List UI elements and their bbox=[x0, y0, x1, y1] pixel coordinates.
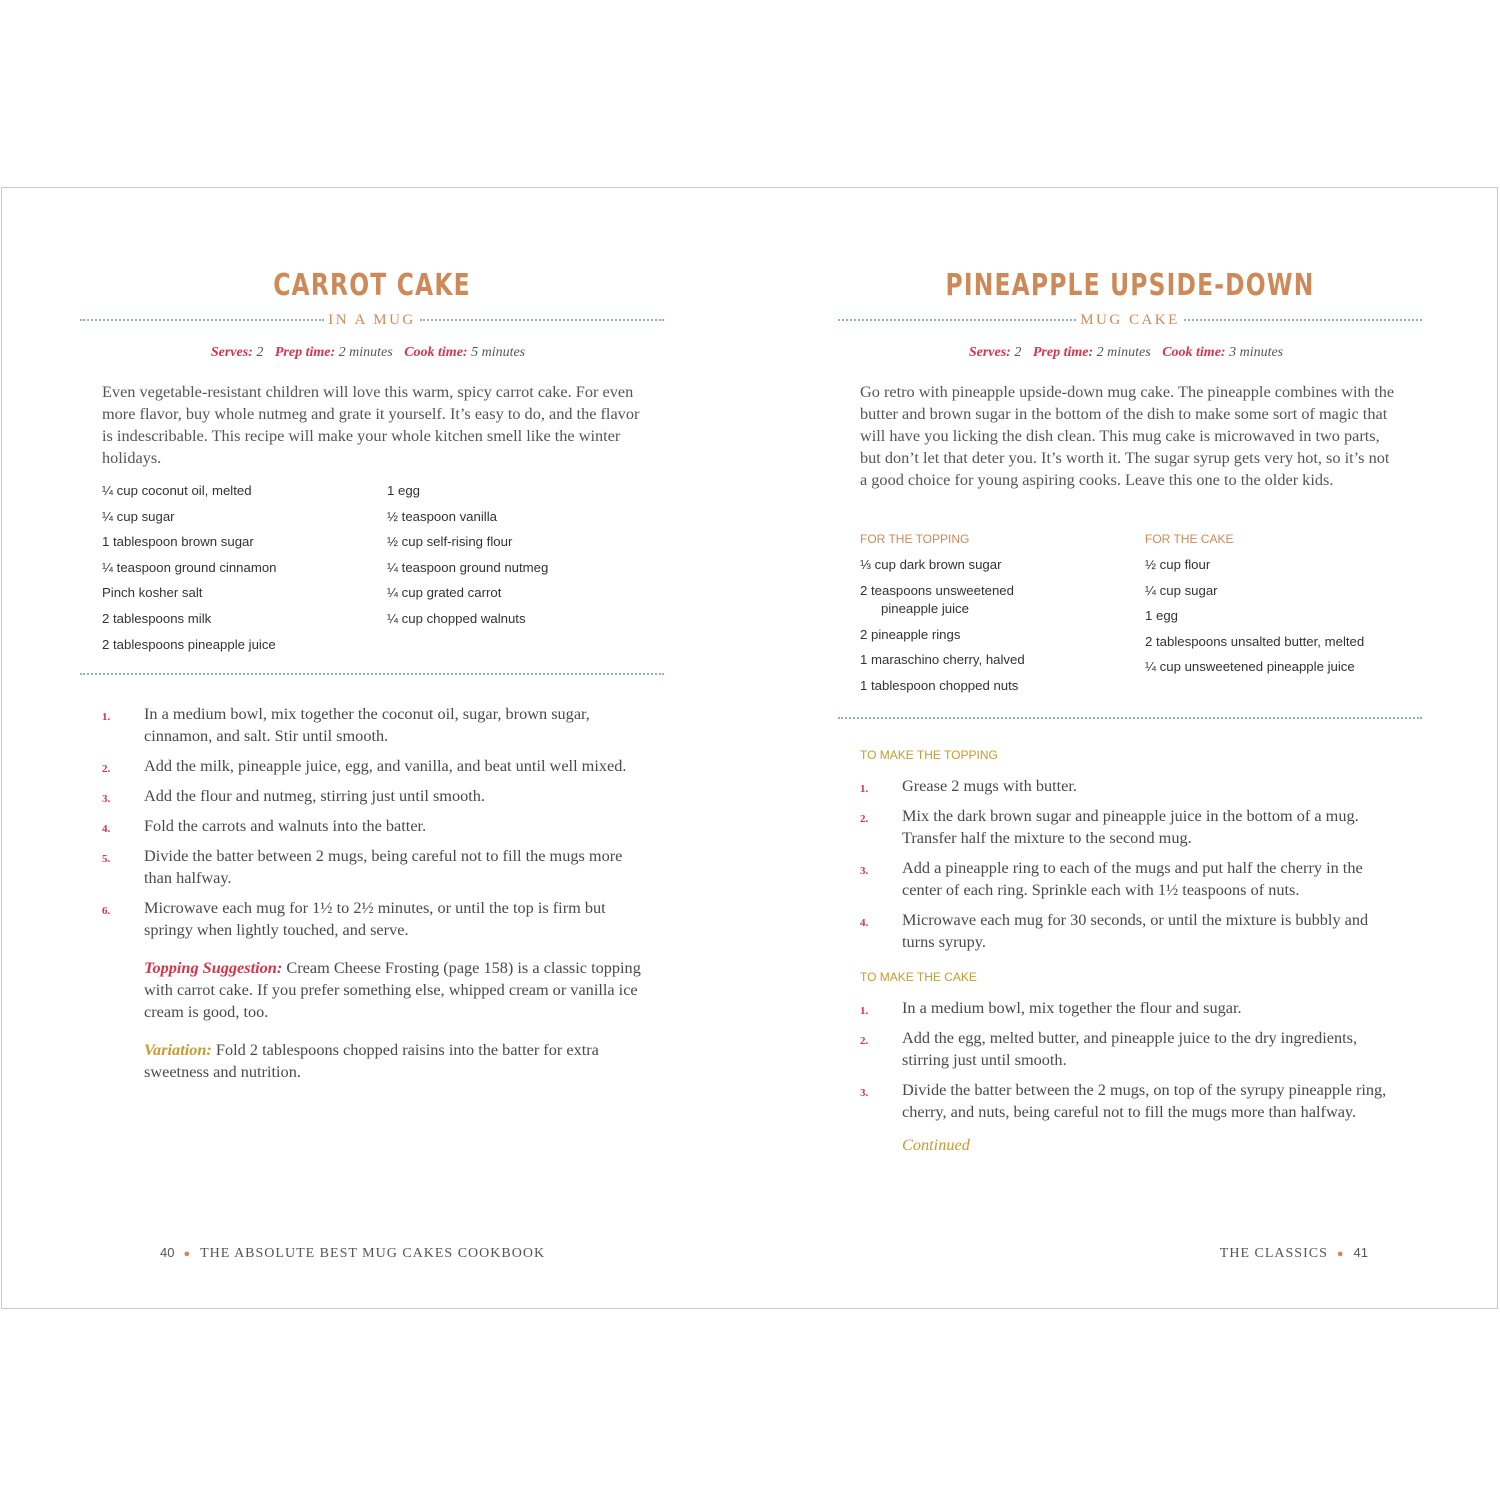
prep-value: 2 minutes bbox=[338, 345, 393, 360]
recipe-meta bbox=[838, 345, 1422, 361]
step-number: 1. bbox=[860, 1005, 869, 1017]
ingredient-list bbox=[1145, 556, 1415, 684]
topping-ingredients-heading: FOR THE TOPPING bbox=[860, 532, 970, 546]
bullet-icon: ● bbox=[183, 1248, 192, 1260]
variation-note bbox=[102, 1039, 642, 1083]
step-number: 2. bbox=[860, 1035, 869, 1047]
ingredient: ¼ teaspoon ground cinnamon bbox=[102, 559, 277, 575]
step-text: Divide the batter between 2 mugs, being careful not to fill the mugs more than halfway. bbox=[144, 846, 623, 887]
ingredient-line: pineapple juice bbox=[881, 600, 969, 616]
method-step bbox=[860, 997, 1400, 1019]
ingredient: 1 egg bbox=[387, 483, 421, 498]
ingredient-line: 2 teaspoons unsweetened bbox=[860, 582, 1014, 598]
dotted-rule bbox=[1184, 319, 1422, 321]
prep-label: Prep time: bbox=[274, 345, 336, 360]
variation-label: Variation: bbox=[144, 1040, 212, 1059]
recipe-intro: Go retro with pineapple upside-down mug cake. The pineapple combines with the butter and brown sugar in the bottom of the dish to make some sort of magic that will have you licking the dish clean. This mug cake is microwaved in two parts, but don’t let that deter you. It’s worth it. The sugar syrup gets very hot, so it’s not a good choice for young aspiring cooks. Leave this one to the older kids. bbox=[860, 382, 1395, 489]
dotted-rule bbox=[80, 319, 324, 321]
ingredient: ½ cup self-rising flour bbox=[387, 534, 513, 550]
section-title: THE CLASSICS bbox=[1219, 1246, 1328, 1261]
method-step bbox=[860, 1079, 1400, 1123]
page-footer bbox=[160, 1245, 545, 1262]
step-number: 4. bbox=[860, 917, 869, 929]
step-number: 2. bbox=[102, 763, 111, 775]
ingredient: ¼ cup sugar bbox=[1145, 582, 1218, 598]
topping-suggestion-label: Topping Suggestion: bbox=[144, 958, 283, 977]
step-text: Add the milk, pineapple juice, egg, and vanilla, and beat until well mixed. bbox=[144, 756, 627, 775]
ingredient: 2 pineapple rings bbox=[860, 626, 961, 642]
ingredient: ⅓ cup dark brown sugar bbox=[860, 557, 1002, 572]
ingredient-list bbox=[387, 482, 647, 636]
method-step bbox=[102, 703, 642, 747]
step-text: Grease 2 mugs with butter. bbox=[902, 776, 1077, 795]
method-step bbox=[102, 845, 642, 889]
step-number: 5. bbox=[102, 853, 111, 865]
ingredient: ¼ cup sugar bbox=[102, 508, 175, 524]
step-text: In a medium bowl, mix together the flour and sugar. bbox=[902, 998, 1242, 1017]
method-step bbox=[860, 857, 1400, 901]
method-step bbox=[860, 909, 1400, 953]
recipe-subtitle: MUG CAKE bbox=[1080, 311, 1180, 328]
subtitle-row bbox=[838, 310, 1422, 330]
step-text: Microwave each mug for 1½ to 2½ minutes, or until the top is firm but springy when lightly touched, and serve. bbox=[144, 898, 606, 939]
topping-suggestion-text: Cream Cheese Frosting (page 158) is a classic topping with carrot cake. If you prefer something else, whipped cream or vanilla ice cream is good, too. bbox=[144, 958, 641, 1021]
page-number: 41 bbox=[1353, 1245, 1368, 1260]
section-divider bbox=[80, 673, 664, 675]
recipe-title: PINEAPPLE UPSIDE-DOWN bbox=[945, 268, 1315, 303]
subtitle-row bbox=[80, 310, 664, 330]
topping-suggestion bbox=[102, 957, 642, 1023]
method-step bbox=[860, 805, 1400, 849]
continued-label: Continued bbox=[902, 1135, 970, 1154]
ingredient: 1 maraschino cherry, halved bbox=[860, 652, 1025, 668]
topping-steps bbox=[860, 775, 1400, 961]
cook-label: Cook time: bbox=[404, 345, 468, 360]
step-text: Mix the dark brown sugar and pineapple juice in the bottom of a mug. Transfer half the mixture to the second mug. bbox=[902, 806, 1359, 847]
serves-label: Serves: bbox=[968, 345, 1011, 360]
ingredient: 1 egg bbox=[1145, 608, 1179, 624]
serves-value: 2 bbox=[1014, 345, 1022, 360]
cook-value: 3 minutes bbox=[1229, 345, 1284, 360]
serves-label: Serves: bbox=[210, 345, 253, 360]
method-step bbox=[102, 897, 642, 941]
step-text: Add the flour and nutmeg, stirring just until smooth. bbox=[144, 786, 485, 805]
book-title: THE ABSOLUTE BEST MUG CAKES COOKBOOK bbox=[200, 1246, 546, 1261]
ingredient: 1 tablespoon chopped nuts bbox=[860, 677, 1019, 693]
ingredient: 2 tablespoons unsalted butter, melted bbox=[1145, 633, 1365, 649]
recipe-meta bbox=[80, 345, 664, 361]
ingredient: ¼ cup chopped walnuts bbox=[387, 610, 526, 626]
method-step bbox=[102, 755, 642, 777]
ingredient: ½ cup flour bbox=[1145, 557, 1211, 572]
cook-value: 5 minutes bbox=[471, 345, 526, 360]
recipe-intro: Even vegetable-resistant children will love this warm, spicy carrot cake. For even more flavor, buy whole nutmeg and grate it yourself. It’s easy to do, and the flavor is indescribable. This recipe will make your whole kitchen smell like the winter holidays. bbox=[102, 382, 640, 467]
step-text: Add a pineapple ring to each of the mugs and put half the cherry in the center of each ring. Sprinkle each with 1½ teaspoons of nuts. bbox=[902, 858, 1363, 899]
serves-value: 2 bbox=[256, 345, 264, 360]
step-text: Add the egg, melted butter, and pineapple juice to the dry ingredients, stirring just until smooth. bbox=[902, 1028, 1358, 1069]
cake-steps bbox=[860, 997, 1400, 1155]
step-number: 3. bbox=[102, 793, 111, 805]
cook-label: Cook time: bbox=[1162, 345, 1226, 360]
step-number: 4. bbox=[102, 823, 111, 835]
step-number: 2. bbox=[860, 813, 869, 825]
right-page bbox=[838, 188, 1422, 1308]
dotted-rule bbox=[838, 319, 1076, 321]
page-footer bbox=[1220, 1245, 1368, 1262]
left-page bbox=[80, 188, 664, 1308]
method-step bbox=[860, 775, 1400, 797]
method-step bbox=[102, 785, 642, 807]
step-text: In a medium bowl, mix together the coconut oil, sugar, brown sugar, cinnamon, and salt. Stir until smooth. bbox=[144, 704, 590, 745]
ingredient: ¼ cup grated carrot bbox=[387, 585, 502, 601]
prep-label: Prep time: bbox=[1032, 345, 1094, 360]
ingredient: ¼ teaspoon ground nutmeg bbox=[387, 559, 549, 575]
step-number: 6. bbox=[102, 905, 111, 917]
step-text: Divide the batter between the 2 mugs, on top of the syrupy pineapple ring, cherry, and nuts, being careful not to fill the mugs more than halfway. bbox=[902, 1080, 1387, 1121]
make-topping-heading: TO MAKE THE TOPPING bbox=[860, 748, 998, 762]
section-divider bbox=[838, 717, 1422, 719]
method-steps bbox=[102, 703, 642, 1083]
step-text: Microwave each mug for 30 seconds, or until the mixture is bubbly and turns syrupy. bbox=[902, 910, 1369, 951]
ingredient: 2 tablespoons milk bbox=[102, 610, 212, 626]
ingredient: ¼ cup unsweetened pineapple juice bbox=[1145, 659, 1355, 675]
bullet-icon: ● bbox=[1336, 1248, 1345, 1260]
page-number: 40 bbox=[160, 1245, 175, 1260]
step-number: 3. bbox=[860, 865, 869, 877]
cake-ingredients-heading: FOR THE CAKE bbox=[1145, 532, 1234, 546]
step-number: 3. bbox=[860, 1087, 869, 1099]
variation-text: Fold 2 tablespoons chopped raisins into the batter for extra sweetness and nutrition. bbox=[144, 1040, 599, 1081]
recipe-subtitle: IN A MUG bbox=[328, 311, 416, 328]
step-number: 1. bbox=[102, 711, 111, 723]
make-cake-heading: TO MAKE THE CAKE bbox=[860, 970, 977, 984]
ingredient: 1 tablespoon brown sugar bbox=[102, 534, 254, 550]
book-spread bbox=[1, 187, 1498, 1309]
step-text: Fold the carrots and walnuts into the batter. bbox=[144, 816, 427, 835]
method-step bbox=[102, 815, 642, 837]
ingredient: ¼ cup coconut oil, melted bbox=[102, 483, 252, 498]
ingredient-list bbox=[860, 556, 1140, 702]
ingredient bbox=[860, 582, 1140, 626]
ingredient: 2 tablespoons pineapple juice bbox=[102, 636, 276, 652]
recipe-title: CARROT CAKE bbox=[273, 268, 471, 303]
step-number: 1. bbox=[860, 783, 869, 795]
dotted-rule bbox=[420, 319, 664, 321]
method-step bbox=[860, 1027, 1400, 1071]
ingredient: Pinch kosher salt bbox=[102, 585, 203, 601]
ingredient-list bbox=[102, 482, 382, 661]
prep-value: 2 minutes bbox=[1096, 345, 1151, 360]
ingredient: ½ teaspoon vanilla bbox=[387, 508, 497, 524]
